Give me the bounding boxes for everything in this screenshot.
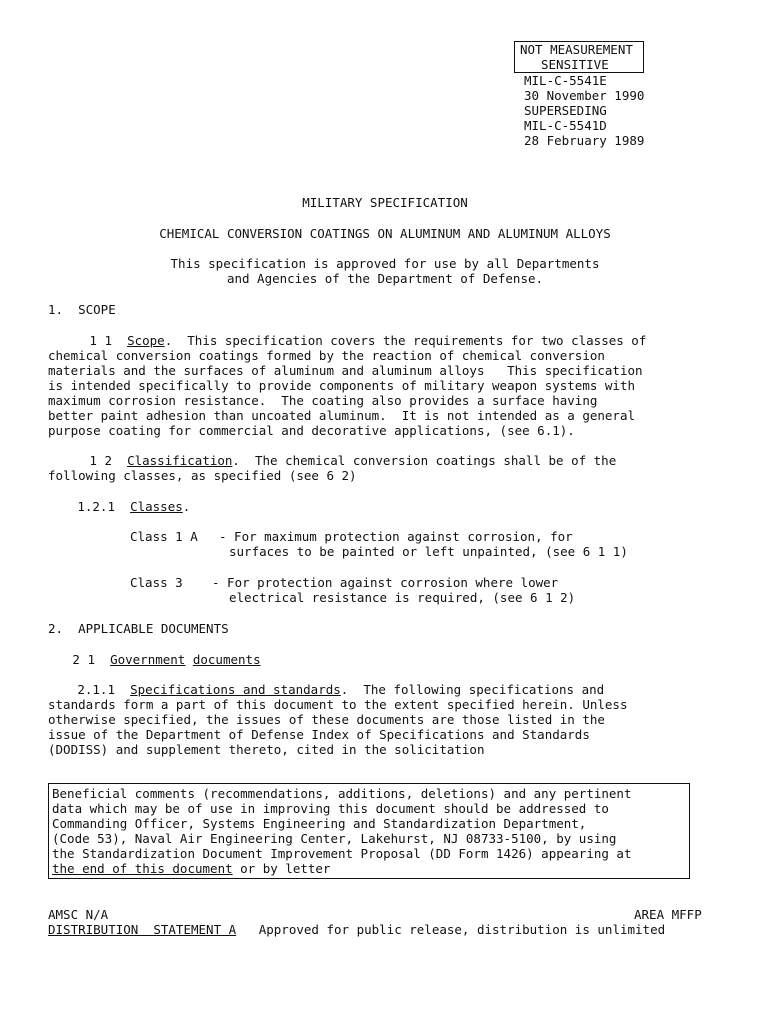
class-1a-text-2: surfaces to be painted or left unpainted, (see 6 1 1) (229, 544, 628, 559)
spec-designation: MIL-C-5541E (524, 73, 607, 88)
notice-line: Beneficial comments (recommendations, additions, deletions) and any pertinent (52, 786, 632, 801)
paragraph-2-1-1-line: standards form a part of this document to the extent specified herein. Unless (48, 697, 628, 712)
class-1a-text-1: - For maximum protection against corrosion, for (219, 529, 573, 544)
paragraph-2-1-1 (48, 682, 604, 697)
paragraph-1-1-line: purpose coating for commercial and decorative applications, (see 6.1). (48, 423, 575, 438)
spec-date: 30 November 1990 (524, 88, 645, 103)
paragraph-1-2-line: following classes, as specified (see 6 2) (48, 468, 357, 483)
paragraph-1-1 (48, 333, 646, 348)
para-num: 2.1.1 (77, 682, 115, 697)
para-num: 1 2 (89, 453, 112, 468)
class-3-label: Class 3 (130, 575, 183, 590)
para-title-classes: Classes (130, 499, 183, 514)
notice-underlined: the end of this document (52, 861, 233, 876)
superseding-label: SUPERSEDING (524, 103, 607, 118)
notice-line: the Standardization Document Improvement Proposal (DD Form 1426) appearing at (52, 846, 632, 861)
paragraph-1-1-line: is intended specifically to provide components of military weapon systems with (48, 378, 635, 393)
notice-line: (Code 53), Naval Air Engineering Center, Lakehurst, NJ 08733-5100, by using (52, 831, 617, 846)
class-1a-label: Class 1 A (130, 529, 198, 544)
area-code: AREA MFFP (634, 907, 702, 922)
section-2-heading: 2. APPLICABLE DOCUMENTS (48, 621, 229, 636)
notice-line-2: SENSITIVE (541, 57, 609, 72)
class-3-text-2: electrical resistance is required, (see 6 1 2) (229, 590, 576, 605)
para-num: 2 1 (72, 652, 95, 667)
approval-line-2: and Agencies of the Department of Defense. (226, 271, 544, 286)
para-title-classification: Classification (127, 453, 233, 468)
approval-line-1: This specification is approved for use by all Departments (170, 256, 600, 271)
notice-line: Commanding Officer, Systems Engineering and Standardization Department, (52, 816, 587, 831)
notice-line-1: NOT MEASUREMENT (520, 42, 633, 57)
paragraph-1-1-line: chemical conversion coatings formed by the reaction of chemical conversion (48, 348, 605, 363)
para-title-specifications: Specifications and standards (130, 682, 341, 697)
section-1-heading: 1. SCOPE (48, 302, 116, 317)
notice-line: data which may be of use in improving this document should be addressed to (52, 801, 609, 816)
para-title-documents: documents (192, 652, 261, 667)
class-3-text-1: - For protection against corrosion where lower (212, 575, 559, 590)
paragraph-1-1-line: maximum corrosion resistance. The coating also provides a surface having (48, 393, 598, 408)
para-text: . The chemical conversion coatings shall be of the (232, 453, 617, 468)
distribution-text: Approved for public release, distribution is unlimited (258, 922, 666, 937)
distribution-label: DISTRIBUTION STATEMENT A (48, 922, 237, 937)
amsc-code: AMSC N/A (48, 907, 109, 922)
paragraph-2-1 (48, 652, 261, 667)
para-num: 1 1 (89, 333, 112, 348)
notice-line-last (52, 861, 330, 876)
paragraph-2-1-1-line: issue of the Department of Defense Index of Specifications and Standards (48, 727, 590, 742)
paragraph-1-2 (48, 453, 616, 468)
para-num: 1.2.1 (77, 499, 115, 514)
notice-rest: or by letter (232, 861, 331, 876)
paragraph-2-1-1-line: otherwise specified, the issues of these documents are those listed in the (48, 712, 605, 727)
superseded-designation: MIL-C-5541D (524, 118, 607, 133)
distribution-statement (48, 922, 665, 937)
superseded-date: 28 February 1989 (524, 133, 645, 148)
para-title-scope: Scope (127, 333, 165, 348)
document-subject: CHEMICAL CONVERSION COATINGS ON ALUMINUM AND ALUMINUM ALLOYS (159, 226, 611, 241)
paragraph-1-1-line: materials and the surfaces of aluminum and aluminum alloys This specification (48, 363, 643, 378)
paragraph-1-1-line: better paint adhesion than uncoated aluminum. It is not intended as a general (48, 408, 635, 423)
para-text: . This specification covers the requirements for two classes of (164, 333, 647, 348)
para-text: . The following specifications and (340, 682, 605, 697)
paragraph-2-1-1-line: (DODISS) and supplement thereto, cited in the solicitation (48, 742, 485, 757)
document-type: MILITARY SPECIFICATION (302, 195, 468, 210)
paragraph-1-2-1: 1.2.1 Classes. (48, 499, 190, 514)
para-title-government: Government (110, 652, 186, 667)
